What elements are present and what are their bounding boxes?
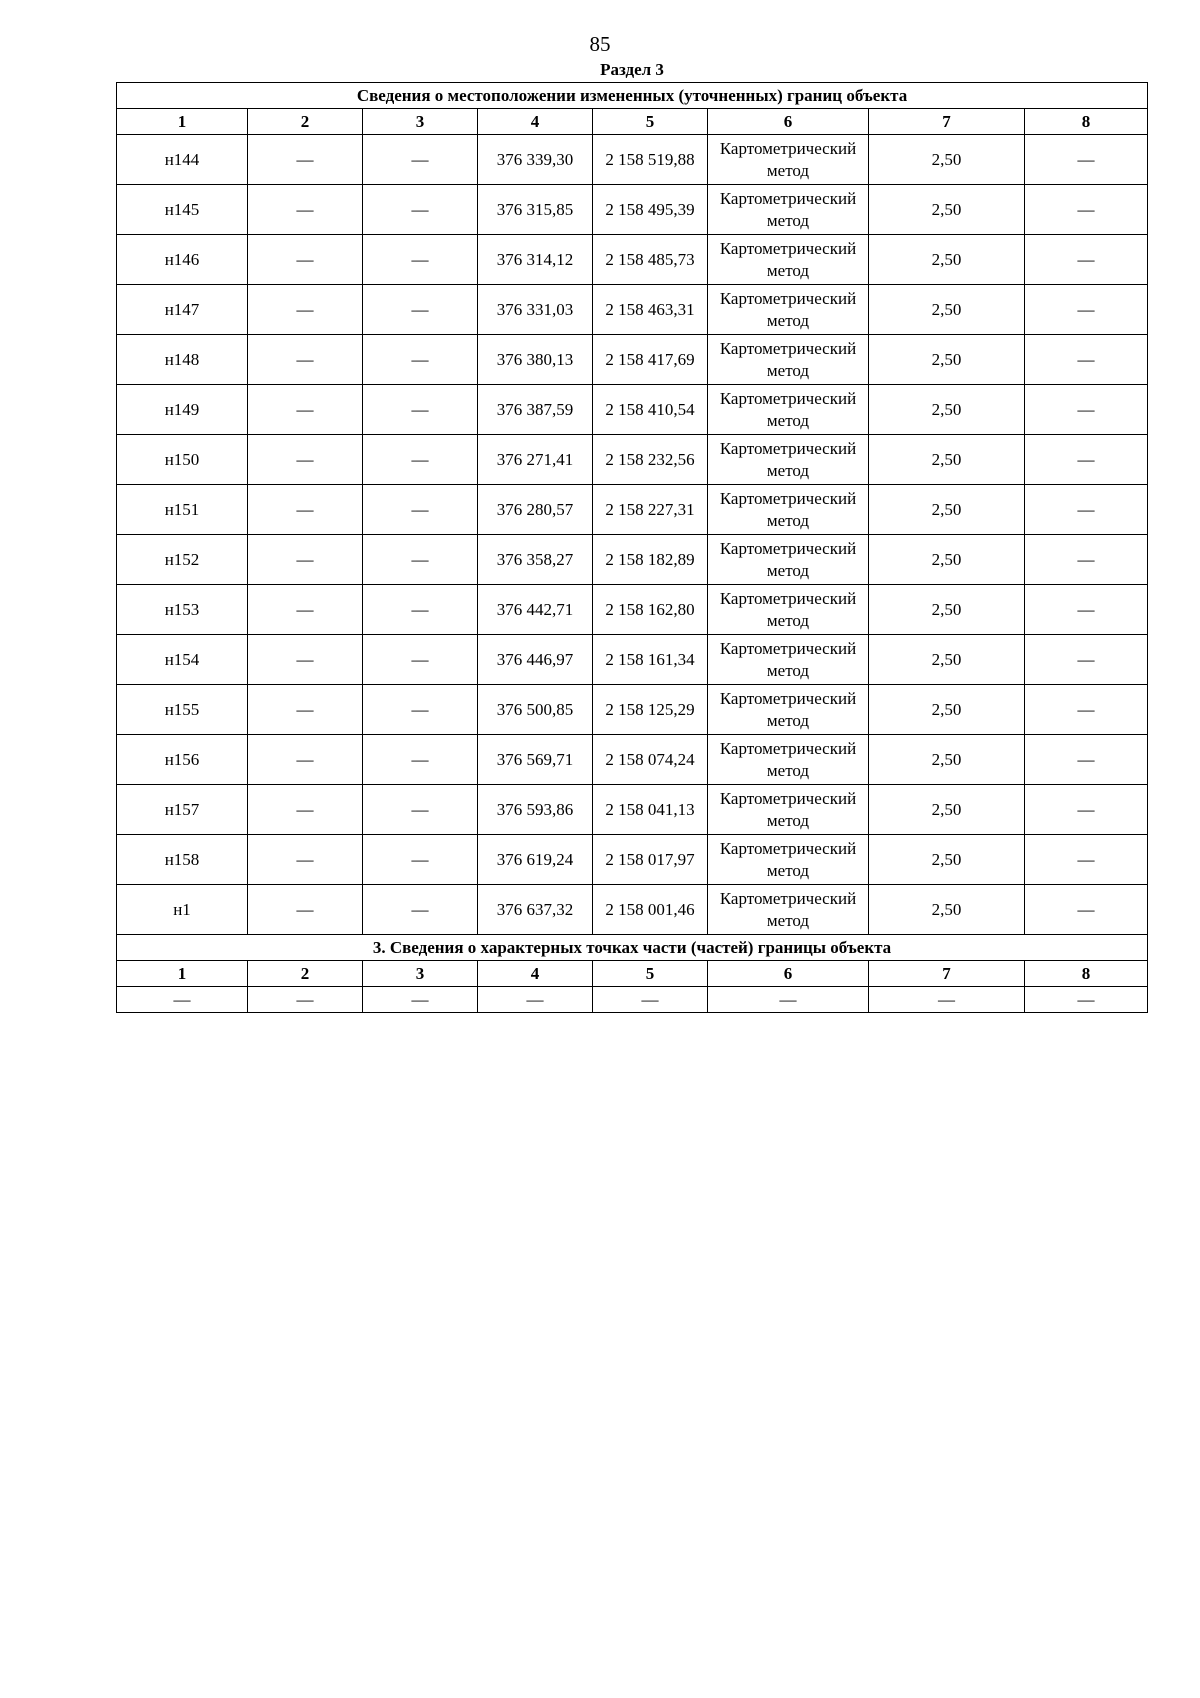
coord-y-cell: 2 158 017,97: [593, 835, 708, 885]
page-number: 85: [589, 32, 611, 56]
table-row: [117, 885, 1148, 935]
cell-col3: —: [363, 335, 478, 385]
coord-y-cell: 2 158 232,56: [593, 435, 708, 485]
point-number-cell: н153: [117, 585, 248, 635]
cell-col2: —: [248, 285, 363, 335]
cell-col8: —: [1025, 535, 1148, 585]
coord-x-cell: 376 500,85: [478, 685, 593, 735]
empty-cell: —: [593, 987, 708, 1013]
point-number-cell: н148: [117, 335, 248, 385]
cell-col3: —: [363, 735, 478, 785]
table-row: [117, 585, 1148, 635]
coord-x-cell: 376 380,13: [478, 335, 593, 385]
empty-cell: —: [708, 987, 869, 1013]
cell-col3: —: [363, 385, 478, 435]
point-number-cell: н157: [117, 785, 248, 835]
accuracy-cell: 2,50: [869, 835, 1025, 885]
point-number-cell: н144: [117, 135, 248, 185]
coord-x-cell: 376 315,85: [478, 185, 593, 235]
method-cell: Картометрический метод: [708, 385, 869, 435]
method-cell: Картометрический метод: [708, 885, 869, 935]
cell-col3: —: [363, 685, 478, 735]
accuracy-cell: 2,50: [869, 285, 1025, 335]
point-number-cell: н147: [117, 285, 248, 335]
cell-col8: —: [1025, 835, 1148, 885]
table-row: [117, 285, 1148, 335]
coord-y-cell: 2 158 519,88: [593, 135, 708, 185]
table-row: [117, 485, 1148, 535]
cell-col3: —: [363, 435, 478, 485]
cell-col8: —: [1025, 185, 1148, 235]
empty-cell: —: [478, 987, 593, 1013]
table-row: [117, 185, 1148, 235]
method-cell: Картометрический метод: [708, 485, 869, 535]
cell-col3: —: [363, 835, 478, 885]
point-number-cell: н149: [117, 385, 248, 435]
empty-cell: —: [869, 987, 1025, 1013]
subsection-header-row: [117, 961, 1148, 987]
cell-col8: —: [1025, 635, 1148, 685]
method-cell: Картометрический метод: [708, 735, 869, 785]
point-number-cell: н152: [117, 535, 248, 585]
cell-col2: —: [248, 835, 363, 885]
column-header: 7: [869, 961, 1025, 987]
column-header: 1: [117, 109, 248, 135]
accuracy-cell: 2,50: [869, 535, 1025, 585]
subsection-caption-row: [117, 935, 1148, 961]
cell-col2: —: [248, 735, 363, 785]
table-caption-row: [117, 83, 1148, 109]
column-header: 2: [248, 961, 363, 987]
coord-y-cell: 2 158 227,31: [593, 485, 708, 535]
method-cell: Картометрический метод: [708, 185, 869, 235]
cell-col8: —: [1025, 585, 1148, 635]
cell-col3: —: [363, 535, 478, 585]
coord-y-cell: 2 158 495,39: [593, 185, 708, 235]
coord-y-cell: 2 158 125,29: [593, 685, 708, 735]
column-header: 6: [708, 961, 869, 987]
cell-col8: —: [1025, 735, 1148, 785]
point-number-cell: н151: [117, 485, 248, 535]
method-cell: Картометрический метод: [708, 335, 869, 385]
column-header: 2: [248, 109, 363, 135]
cell-col2: —: [248, 885, 363, 935]
method-cell: Картометрический метод: [708, 835, 869, 885]
cell-col3: —: [363, 585, 478, 635]
coord-x-cell: 376 569,71: [478, 735, 593, 785]
cell-col2: —: [248, 785, 363, 835]
method-cell: Картометрический метод: [708, 585, 869, 635]
table-row: [117, 987, 1148, 1013]
empty-cell: —: [117, 987, 248, 1013]
table-row: [117, 385, 1148, 435]
cell-col3: —: [363, 235, 478, 285]
column-header: 7: [869, 109, 1025, 135]
coord-x-cell: 376 637,32: [478, 885, 593, 935]
point-number-cell: н154: [117, 635, 248, 685]
column-header: 3: [363, 961, 478, 987]
column-header: 8: [1025, 109, 1148, 135]
coord-x-cell: 376 387,59: [478, 385, 593, 435]
column-header: 1: [117, 961, 248, 987]
cell-col3: —: [363, 135, 478, 185]
point-number-cell: н156: [117, 735, 248, 785]
cell-col3: —: [363, 485, 478, 535]
cell-col2: —: [248, 685, 363, 735]
cell-col2: —: [248, 635, 363, 685]
coord-y-cell: 2 158 463,31: [593, 285, 708, 335]
coord-y-cell: 2 158 074,24: [593, 735, 708, 785]
point-number-cell: н1: [117, 885, 248, 935]
coord-x-cell: 376 339,30: [478, 135, 593, 185]
accuracy-cell: 2,50: [869, 235, 1025, 285]
table-row: [117, 535, 1148, 585]
column-header: 5: [593, 109, 708, 135]
boundary-coordinates-table: [116, 82, 1148, 1013]
table-row: [117, 435, 1148, 485]
cell-col3: —: [363, 635, 478, 685]
cell-col2: —: [248, 335, 363, 385]
table-row: [117, 735, 1148, 785]
point-number-cell: н158: [117, 835, 248, 885]
table-row: [117, 785, 1148, 835]
method-cell: Картометрический метод: [708, 435, 869, 485]
accuracy-cell: 2,50: [869, 635, 1025, 685]
accuracy-cell: 2,50: [869, 385, 1025, 435]
column-header: 5: [593, 961, 708, 987]
cell-col2: —: [248, 135, 363, 185]
cell-col2: —: [248, 235, 363, 285]
section-title: Раздел 3: [600, 60, 664, 79]
coord-y-cell: 2 158 182,89: [593, 535, 708, 585]
coord-x-cell: 376 442,71: [478, 585, 593, 635]
accuracy-cell: 2,50: [869, 185, 1025, 235]
accuracy-cell: 2,50: [869, 685, 1025, 735]
cell-col2: —: [248, 535, 363, 585]
point-number-cell: н146: [117, 235, 248, 285]
cell-col8: —: [1025, 335, 1148, 385]
coord-x-cell: 376 593,86: [478, 785, 593, 835]
cell-col8: —: [1025, 485, 1148, 535]
accuracy-cell: 2,50: [869, 435, 1025, 485]
accuracy-cell: 2,50: [869, 585, 1025, 635]
cell-col3: —: [363, 285, 478, 335]
accuracy-cell: 2,50: [869, 485, 1025, 535]
coord-x-cell: 376 446,97: [478, 635, 593, 685]
accuracy-cell: 2,50: [869, 885, 1025, 935]
table-row: [117, 135, 1148, 185]
subsection-caption: 3. Сведения о характерных точках части (частей) границы объекта: [117, 935, 1148, 961]
empty-cell: —: [248, 987, 363, 1013]
method-cell: Картометрический метод: [708, 235, 869, 285]
cell-col2: —: [248, 385, 363, 435]
method-cell: Картометрический метод: [708, 285, 869, 335]
coord-x-cell: 376 331,03: [478, 285, 593, 335]
column-header: 4: [478, 109, 593, 135]
column-header: 6: [708, 109, 869, 135]
accuracy-cell: 2,50: [869, 735, 1025, 785]
accuracy-cell: 2,50: [869, 135, 1025, 185]
table-caption: Сведения о местоположении измененных (уточненных) границ объекта: [117, 83, 1148, 109]
method-cell: Картометрический метод: [708, 785, 869, 835]
accuracy-cell: 2,50: [869, 785, 1025, 835]
cell-col8: —: [1025, 285, 1148, 335]
cell-col8: —: [1025, 385, 1148, 435]
method-cell: Картометрический метод: [708, 685, 869, 735]
coord-y-cell: 2 158 041,13: [593, 785, 708, 835]
point-number-cell: н145: [117, 185, 248, 235]
table-row: [117, 685, 1148, 735]
coord-y-cell: 2 158 410,54: [593, 385, 708, 435]
cell-col8: —: [1025, 435, 1148, 485]
cell-col2: —: [248, 435, 363, 485]
point-number-cell: н150: [117, 435, 248, 485]
empty-cell: —: [363, 987, 478, 1013]
cell-col8: —: [1025, 685, 1148, 735]
column-header: 4: [478, 961, 593, 987]
column-header: 3: [363, 109, 478, 135]
coord-x-cell: 376 358,27: [478, 535, 593, 585]
coord-y-cell: 2 158 417,69: [593, 335, 708, 385]
table-row: [117, 835, 1148, 885]
cell-col2: —: [248, 485, 363, 535]
cell-col8: —: [1025, 885, 1148, 935]
method-cell: Картометрический метод: [708, 635, 869, 685]
accuracy-cell: 2,50: [869, 335, 1025, 385]
coord-y-cell: 2 158 162,80: [593, 585, 708, 635]
table-row: [117, 335, 1148, 385]
column-header-row: [117, 109, 1148, 135]
cell-col8: —: [1025, 785, 1148, 835]
cell-col3: —: [363, 785, 478, 835]
cell-col8: —: [1025, 235, 1148, 285]
method-cell: Картометрический метод: [708, 535, 869, 585]
coord-x-cell: 376 619,24: [478, 835, 593, 885]
coord-x-cell: 376 280,57: [478, 485, 593, 535]
cell-col3: —: [363, 185, 478, 235]
method-cell: Картометрический метод: [708, 135, 869, 185]
coord-y-cell: 2 158 485,73: [593, 235, 708, 285]
cell-col8: —: [1025, 135, 1148, 185]
coord-y-cell: 2 158 161,34: [593, 635, 708, 685]
point-number-cell: н155: [117, 685, 248, 735]
table-row: [117, 635, 1148, 685]
cell-col2: —: [248, 585, 363, 635]
coord-x-cell: 376 271,41: [478, 435, 593, 485]
column-header: 8: [1025, 961, 1148, 987]
coord-x-cell: 376 314,12: [478, 235, 593, 285]
empty-cell: —: [1025, 987, 1148, 1013]
cell-col3: —: [363, 885, 478, 935]
table-row: [117, 235, 1148, 285]
coord-y-cell: 2 158 001,46: [593, 885, 708, 935]
cell-col2: —: [248, 185, 363, 235]
